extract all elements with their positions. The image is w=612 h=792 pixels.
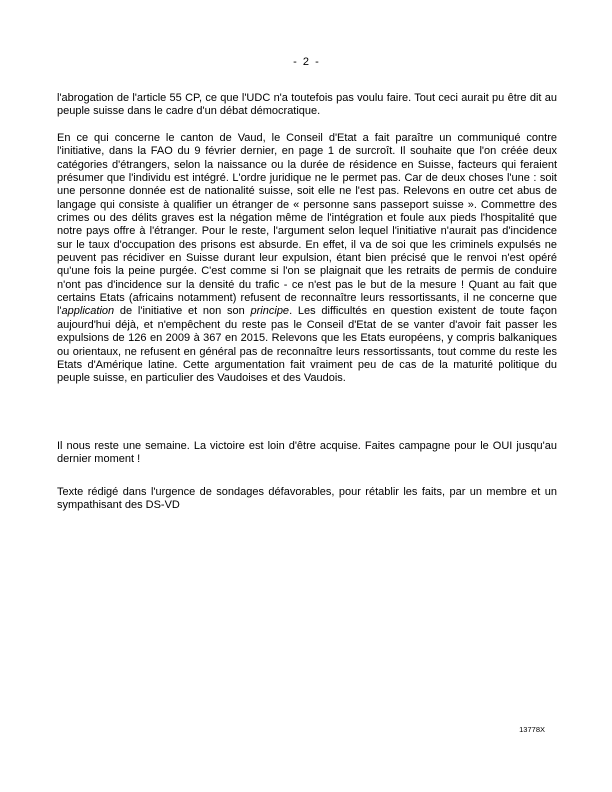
paragraph-main-italic-principe: principe — [250, 305, 290, 318]
paragraph-main-italic-application: application — [61, 305, 115, 318]
paragraph-main — [57, 132, 557, 386]
paragraph-signature: Texte rédigé dans l'urgence de sondages défavorables, pour rétablir les faits, par un membre et un sympathisant des DS-VD — [57, 486, 557, 512]
document-code: 13778X — [519, 725, 545, 734]
paragraph-main-segment-1: En ce qui concerne le canton de Vaud, le Conseil d'Etat a fait paraître un communiqué contre l'initiative, dans la FAO du 9 février dernier, en page 1 de surcroît. Il souhaite que l'on créée deux catégories d'étrangers, selon la naissance ou la durée de résidence en Suisse, facteurs qui feraient présumer que l'individu est intégré. L'ordre juridique ne le permet pas. Car de deux choses l'une : soit une personne donnée est de nationalité suisse, soit elle ne l'est pas. Relevons en outre cet abus de langage qui consiste à qualifier un étranger de « personne sans passeport suisse ». Commettre des crimes ou des délits graves est la négation même de l'intégration et foule aux pieds l'hospitalité que notre pays offre à l'étranger. Pour le reste, l'argument selon lequel l'initiative n'aurait pas d'incidence sur le taux d'occupation des prisons est absurde. En effet, il va de soi que les criminels expulsés ne peuvent pas récidiver en Suisse durant leur expulsion, étant bien précisé que le renvoi n'est opéré qu'une fois la peine purgée. C'est comme si l'on se plaignait que les retraits de permis de conduire n'ont pas d'incidence sur la densité du trafic - ce n'est pas le but de la mesure ! Quant au fait que certains Etats (africains notamment) refusent de reconnaître leurs ressortissants, il ne concerne que l' — [57, 132, 557, 318]
paragraph-intro: l'abrogation de l'article 55 CP, ce que l'UDC n'a toutefois pas voulu faire. Tout ceci aurait pu être dit au peuple suisse dans le cadre d'un débat démocratique. — [57, 92, 557, 118]
paragraph-appeal: Il nous reste une semaine. La victoire est loin d'être acquise. Faites campagne pour le OUI jusqu'au dernier moment ! — [57, 440, 557, 466]
paragraph-main-segment-2: de l'initiative et non son — [114, 305, 251, 318]
paragraph-main-segment-3: . Les difficultés en question existent de toute façon aujourd'hui déjà, et n'empêchent du reste pas le Conseil d'Etat de se vanter d'avoir fait passer les expulsions de 126 en 2009 à 367 en 2015. Relevons que les Etats européens, y compris balkaniques ou orientaux, ne refusent en général pas de reconnaître leurs ressortissants, tout comme du reste les Etats d'Amérique latine. Cette argumentation fait vraiment peu de cas de la maturité politique du peuple suisse, en particulier des Vaudoises et des Vaudois. — [57, 305, 557, 385]
page-number: - 2 - — [293, 56, 319, 68]
